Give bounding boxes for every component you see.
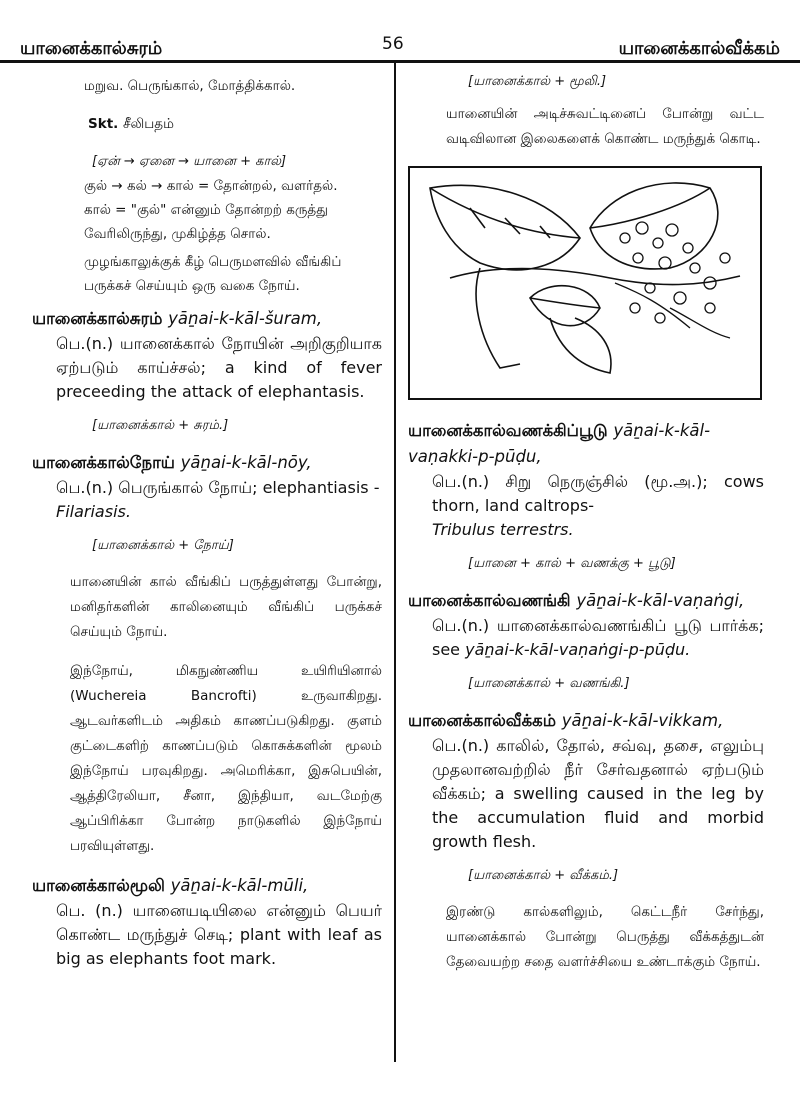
etymology-1-expl-1: குல் → கல் → கால் = தோன்றல், வளர்தல். <box>84 178 338 194</box>
entry-body-text: பெ.(n.) சிறு நெருஞ்சில் (மூ.அ.); cows thorn, land caltrops- <box>432 472 764 515</box>
entry-body-text: பெ.(n.) யானைக்கால்வணங்கிப் பூடு பார்க்க; see <box>432 616 764 659</box>
entry-heading <box>408 588 764 614</box>
entry-transliteration: yāṉai-k-kāl-vaṇaṅgi, <box>576 591 745 610</box>
entry-headword: யானைக்கால்சுரம் <box>32 309 163 328</box>
entry-body: பெ.(n.) யானைக்கால் நோயின் அறிகுறியாக ஏற்படும் காய்ச்சல்; a kind of fever preceeding the attack of elephantasis. <box>56 334 382 401</box>
entry-body: பெ. (n.) யானையடியிலை என்னும் பெயர் கொண்ட மருந்துச் செடி; plant with leaf as big as elephants foot mark. <box>56 901 382 968</box>
entry-transliteration: yāṉai-k-kāl-šuram, <box>168 309 323 328</box>
entry-description: யானையின் கால் வீங்கிப் பருத்துள்ளது போன்று, மனிதர்களின் காலினையும் வீங்கிப் பருக்கச் செய்யும் நோய். <box>70 574 382 640</box>
plant-illustration-icon <box>408 166 762 400</box>
entry-etymology: [யானை + கால் + வணக்கு + பூடு] <box>468 556 676 571</box>
synonyms-line: மறுவ. பெருங்கால், மோத்திக்கால். <box>84 78 296 94</box>
entry-body-italic: Tribulus terrestrs. <box>432 520 574 539</box>
entry-transliteration: yāṉai-k-kāl-vikkam, <box>561 711 724 730</box>
entry-headword: யானைக்கால்மூலி <box>32 876 165 895</box>
etymology-1: [ஏன் → ஏனை → யானை + கால்] <box>92 154 287 169</box>
entry-body-text: பெ.(n.) பெருங்கால் நோய்; elephantiasis - <box>56 478 380 497</box>
entry-description: யானையின் அடிச்சுவட்டினைப் போன்று வட்ட வடிவிலான இலைகளைக் கொண்ட மருந்துக் கொடி. <box>446 106 764 147</box>
entry-body-italic: Filariasis. <box>56 502 131 521</box>
entry-etymology: [யானைக்கால் + மூலி.] <box>468 74 607 89</box>
entry-headword: யானைக்கால்வீக்கம் <box>408 711 556 730</box>
entry-body-italic: yāṉai-k-kāl-vaṇaṅgi-p-pūḍu. <box>465 640 691 659</box>
entry-description: இரண்டு கால்களிலும், கெட்டநீர் சேர்ந்து, யானைக்கால் போன்று பெருத்து வீக்கத்துடன் தேவையற்ற சதை வளர்ச்சியை உண்டாக்கும் நோய். <box>446 904 764 970</box>
entry-body <box>408 470 764 542</box>
entry-transliteration: yāṉai-k-kāl-nōy, <box>180 453 312 472</box>
column-divider <box>394 62 396 1062</box>
skt-value: சீலிபதம் <box>123 116 174 132</box>
header-right-keyword: யானைக்கால்வீக்கம் <box>618 38 780 59</box>
entry-body <box>408 614 764 662</box>
entry-body: பெ.(n.) காலில், தோல், சவ்வு, தசை, எலும்பு முதலானவற்றில் நீர் சேர்வதனால் ஏற்படும் வீக்கம்; a swelling caused in the leg by the accumulation fluid and morbid growth flesh. <box>432 736 764 851</box>
entry-headword: யானைக்கால்வணக்கிப்பூடு <box>408 421 608 440</box>
entry-heading <box>408 708 764 734</box>
etymology-1-expl-2: கால் = "குல்" என்னும் தோன்றற் கருத்து வேரிலிருந்து, முகிழ்த்த சொல். <box>84 202 328 242</box>
entry-description: இந்நோய், மிகநுண்ணிய உயிரியினால் (Wuchereia Bancrofti) உருவாகிறது. ஆடவர்களிடம் அதிகம் காணப்படுகிறது. குளம் குட்டைகளிற் காணப்படும் கொசுக்களின் மூலம் இந்நோய் பரவுகிறது. அமெரிக்கா, இசுபெயின், ஆத்திரேலியா, சீனா, இந்தியா, வடமேற்கு ஆப்பிரிக்கா போன்ற நாடுகளில் இந்நோய் பரவியுள்ளது. <box>70 663 382 854</box>
entry-heading <box>32 306 382 332</box>
entry-body <box>32 476 382 524</box>
etymology-1-expl-3: முழங்காலுக்குக் கீழ் பெருமளவில் வீங்கிப் பருக்கச் செய்யும் ஒரு வகை நோய். <box>84 254 342 294</box>
entry-transliteration: yāṉai-k-kāl-vaṇakki-p-pūḍu, <box>408 421 711 466</box>
entry-headword: யானைக்கால்வணங்கி <box>408 591 571 610</box>
right-column <box>408 74 764 975</box>
entry-etymology: [யானைக்கால் + வீக்கம்.] <box>468 868 619 883</box>
entry-etymology: [யானைக்கால் + வணங்கி.] <box>468 676 630 691</box>
entry-etymology: [யானைக்கால் + சுரம்.] <box>92 418 229 433</box>
entry-heading <box>408 418 764 470</box>
left-column <box>32 74 382 971</box>
header-left-keyword: யானைக்கால்சுரம் <box>20 38 163 59</box>
entry-heading <box>32 450 382 476</box>
page-number: 56 <box>382 34 404 54</box>
entry-transliteration: yāṉai-k-kāl-mūli, <box>170 876 309 895</box>
page-header <box>0 0 800 63</box>
plant-illustration-svg <box>410 168 756 394</box>
sanskrit-line <box>32 116 382 134</box>
entry-etymology: [யானைக்கால் + நோய்] <box>92 538 234 553</box>
entry-heading <box>32 873 382 899</box>
entry-headword: யானைக்கால்நோய் <box>32 453 175 472</box>
skt-label: Skt. <box>88 116 119 132</box>
